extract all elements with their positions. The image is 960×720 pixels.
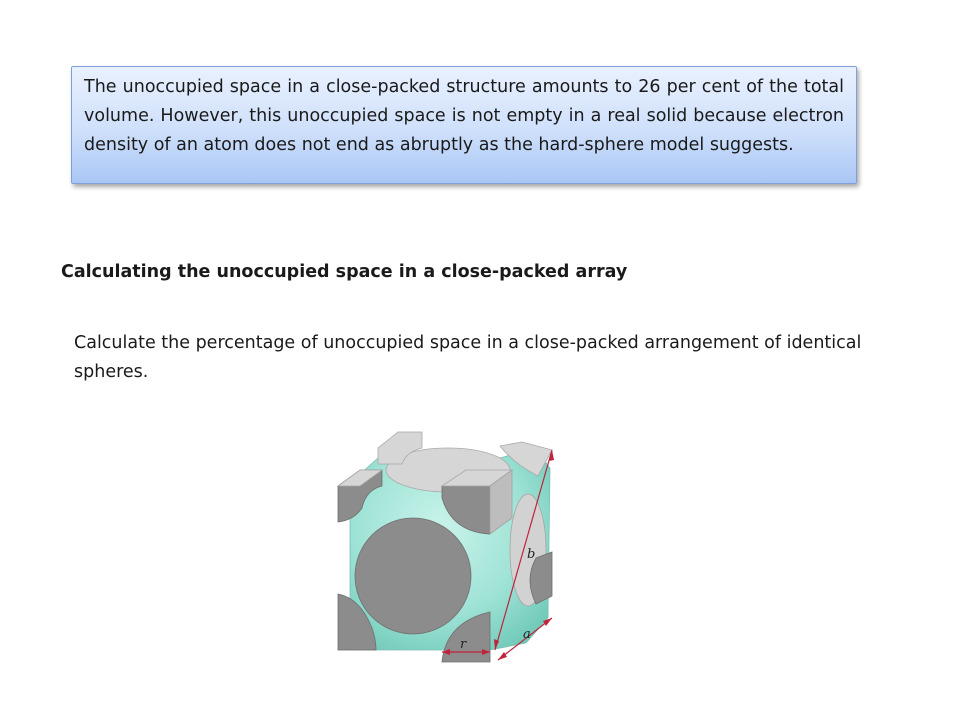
front-face-cut: [355, 518, 471, 634]
label-a: a: [523, 627, 531, 642]
question-text: Calculate the percentage of unoccupied space in a close-packed arrangement of identical spheres.: [74, 333, 862, 382]
label-r: r: [460, 637, 467, 652]
callout-text: The unoccupied space in a close-packed structure amounts to 26 per cent of the total volume. However, this unoccupied space is not empty in a real solid because electron density of an atom does not end as abruptly as the hard-sphere model suggests.: [84, 77, 844, 155]
info-callout-box: [71, 66, 857, 184]
label-b: b: [527, 547, 536, 562]
section-heading: Calculating the unoccupied space in a close-packed array: [61, 262, 628, 282]
fcc-unit-cell-figure: [330, 428, 562, 664]
unit-cell-illustration: [330, 428, 562, 664]
